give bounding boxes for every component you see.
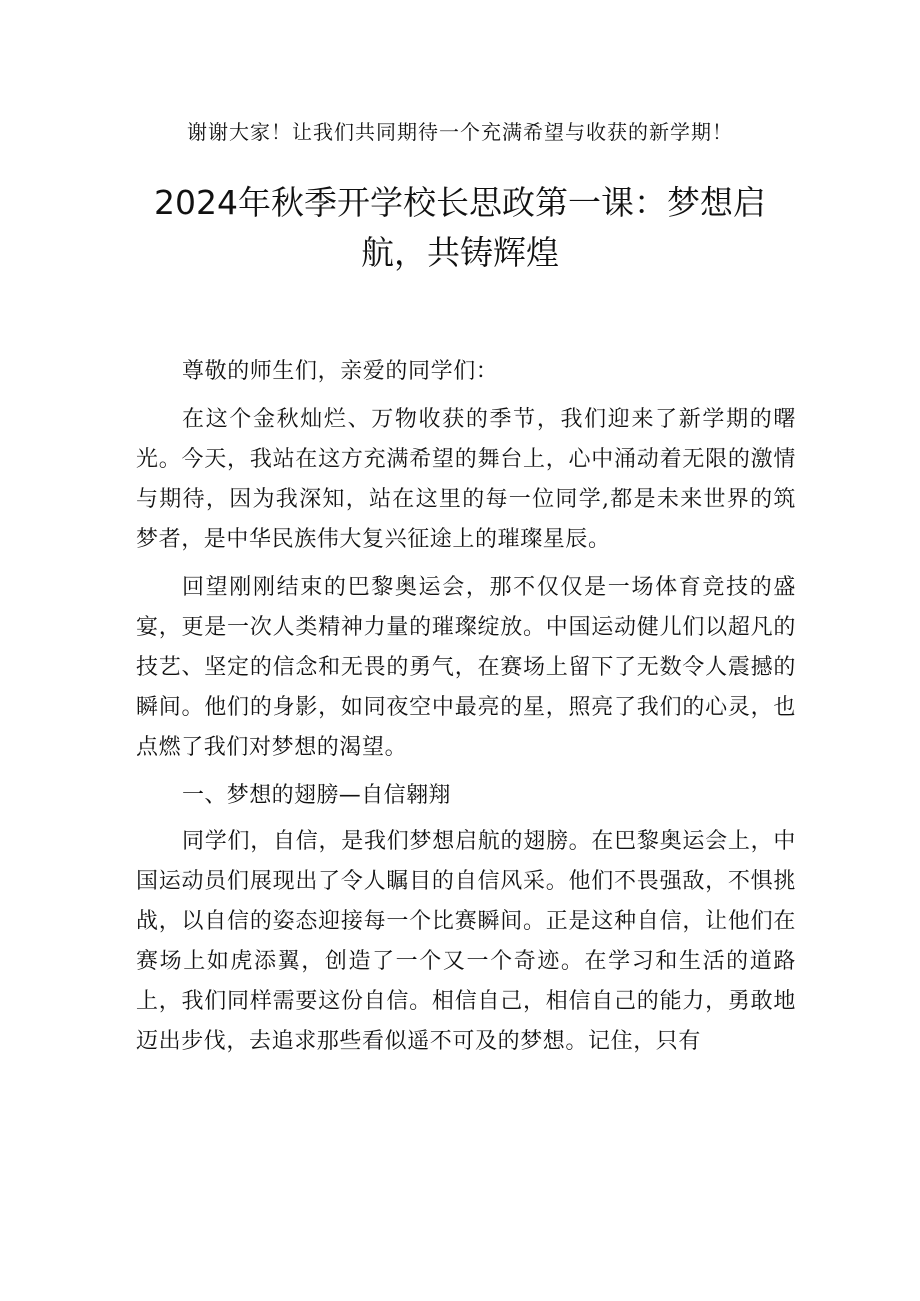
paragraph: 在这个金秋灿烂、万物收获的季节，我们迎来了新学期的曙光。今天，我站在这方充满希望的舞台上，心中涌动着无限的激情与期待，因为我深知，站在这里的每一位同学,都是未来世界的筑梦者，是中华民族伟大复兴征途上的璀璨星辰。 bbox=[136, 407, 796, 552]
closing-line: 谢谢大家！让我们共同期待一个充满希望与收获的新学期！ bbox=[187, 120, 733, 144]
greeting: 尊敬的师生们，亲爱的同学们： bbox=[182, 359, 499, 384]
section-heading: 一、梦想的翅膀—自信翱翔 bbox=[182, 783, 451, 808]
page-title: 2024年秋季开学校长思政第一课：梦想启航，共铸辉煌 bbox=[154, 183, 766, 272]
paragraph: 回望刚刚结束的巴黎奥运会，那不仅仅是一场体育竞技的盛宴，更是一次人类精神力量的璀璨绽放。中国运动健儿们以超凡的技艺、坚定的信念和无畏的勇气，在赛场上留下了无数令人震撼的瞬间。他们的身影，如同夜空中最亮的星，照亮了我们的心灵，也点燃了我们对梦想的渴望。 bbox=[136, 575, 796, 760]
document-body bbox=[136, 352, 796, 1070]
paragraph: 同学们，自信，是我们梦想启航的翅膀。在巴黎奥运会上，中国运动员们展现出了令人瞩目的自信风采。他们不畏强敌，不惧挑战，以自信的姿态迎接每一个比赛瞬间。正是这种自信，让他们在赛场上如虎添翼，创造了一个又一个奇迹。在学习和生活的道路上，我们同样需要这份自信。相信自己，相信自己的能力，勇敢地迈出步伐，去追求那些看似遥不可及的梦想。记住，只有 bbox=[136, 829, 796, 1054]
